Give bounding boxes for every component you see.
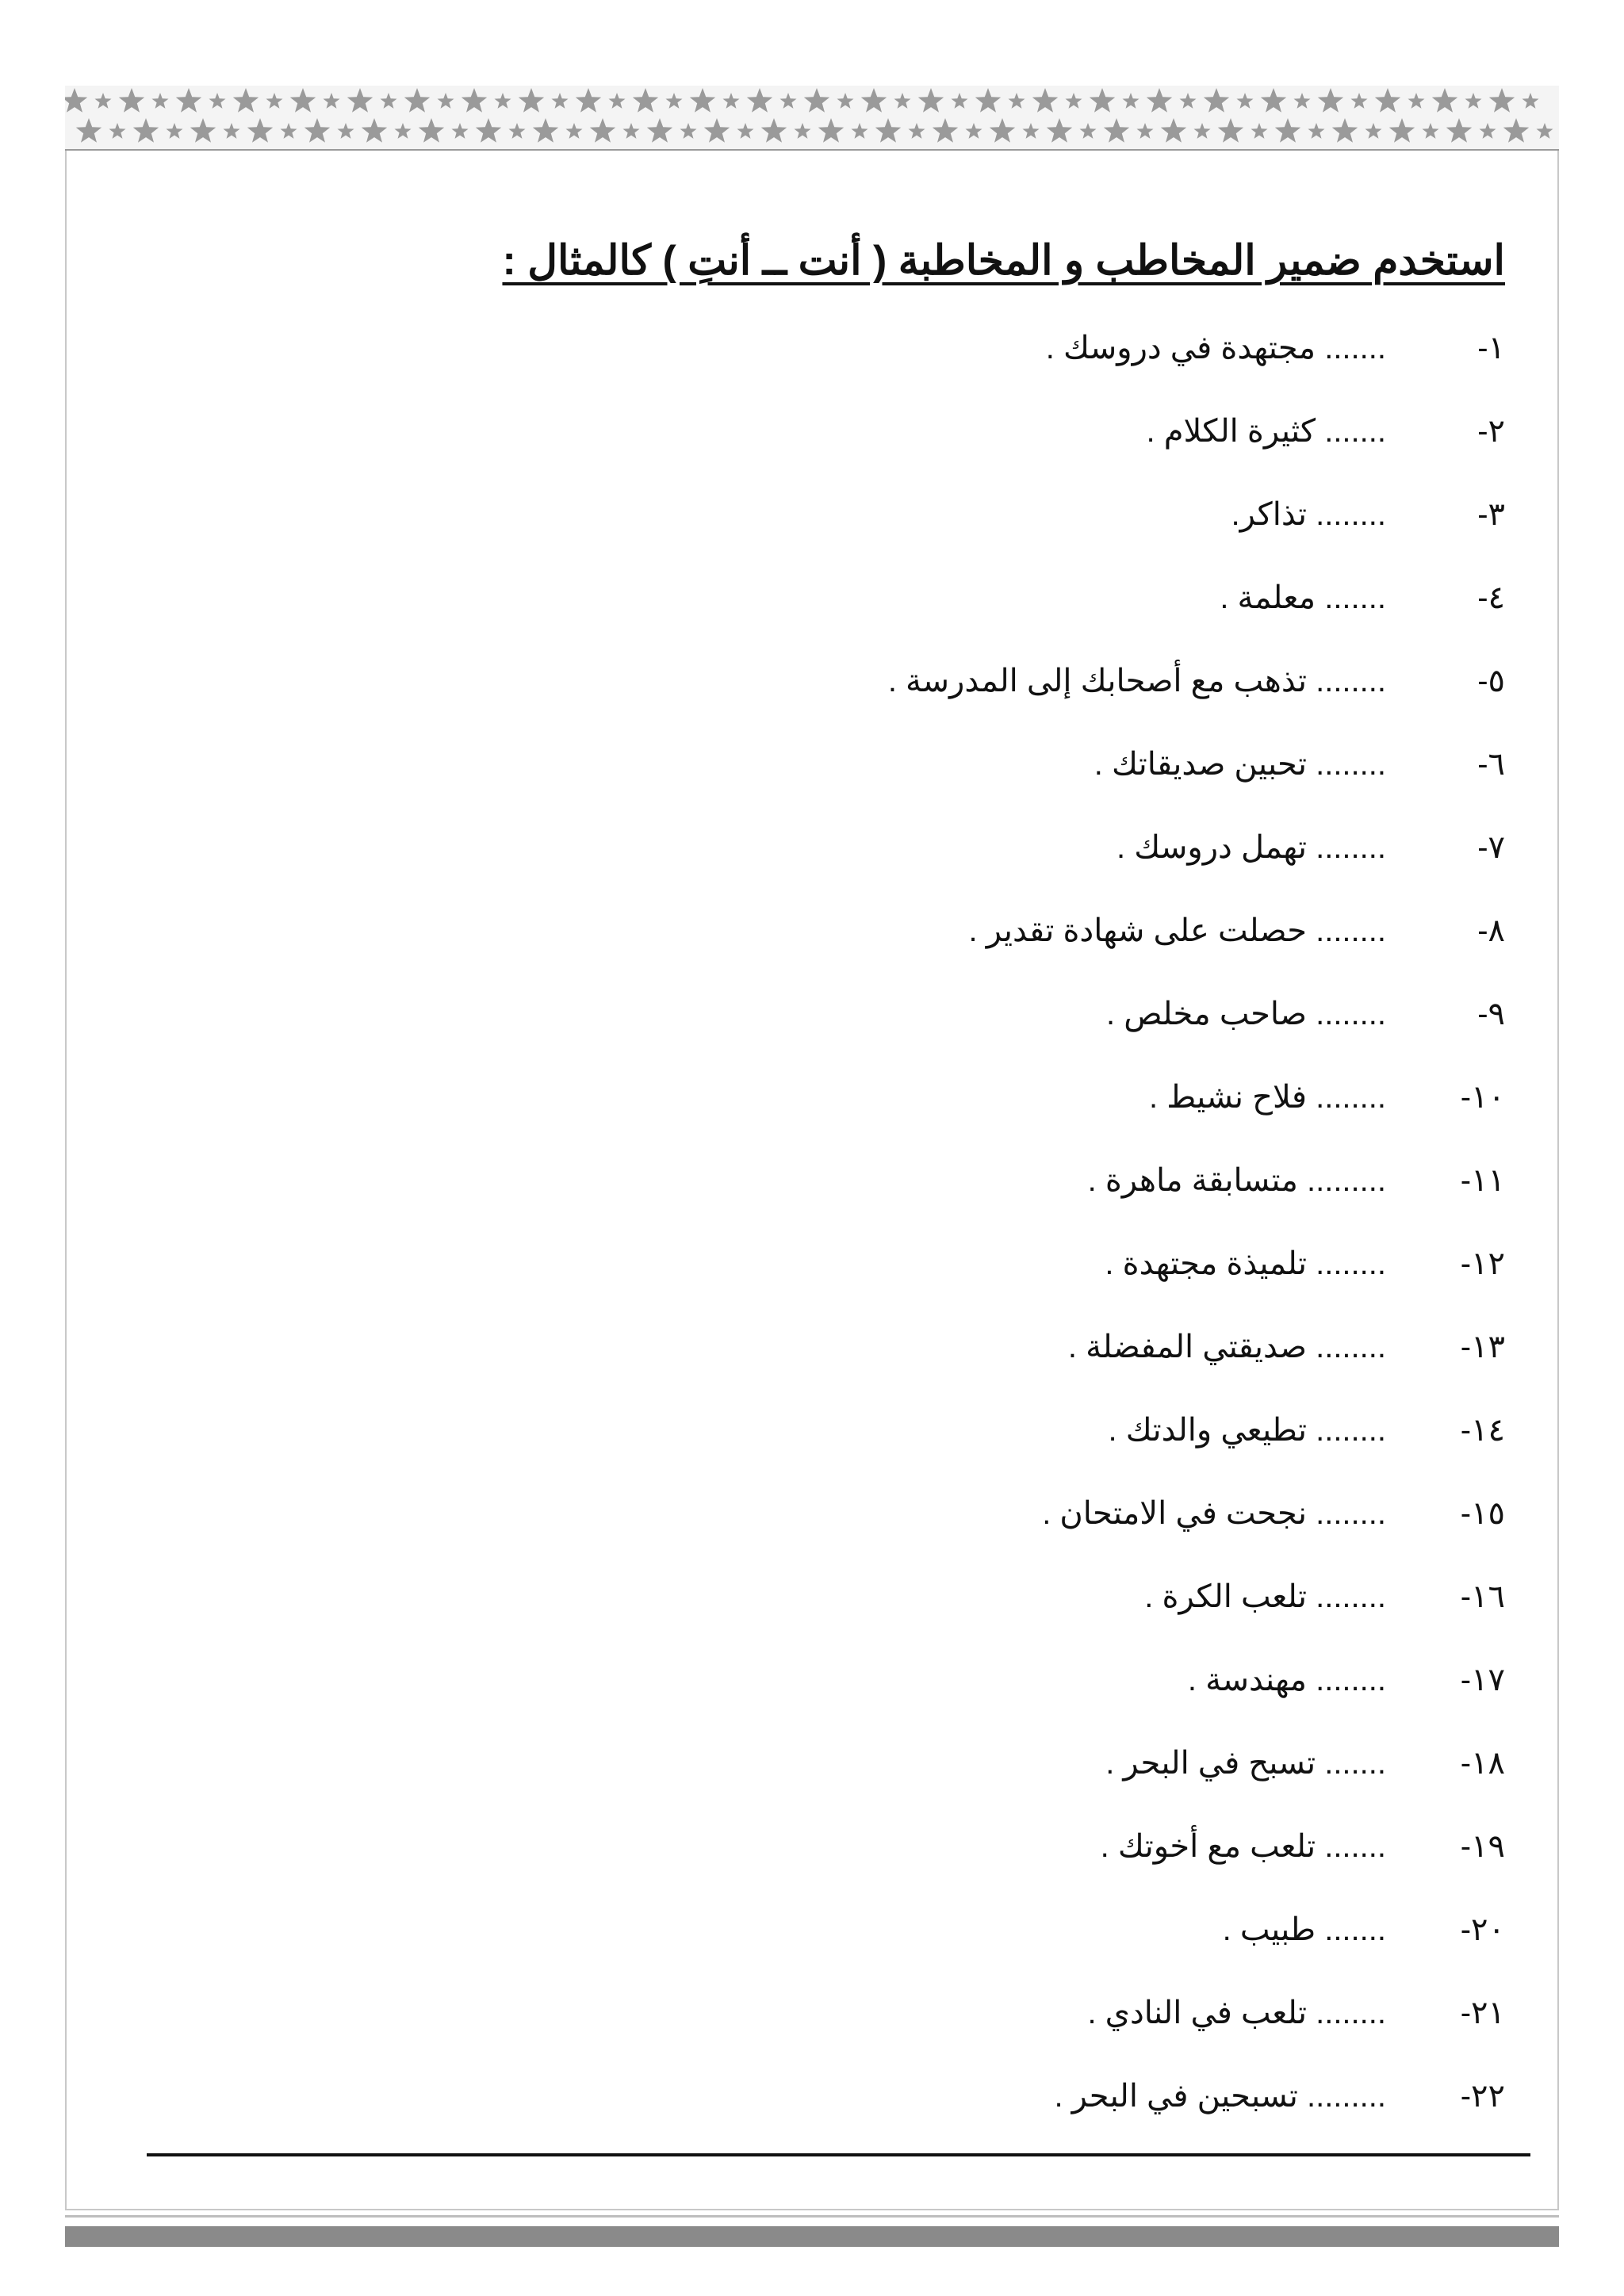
star-icon	[152, 93, 169, 109]
star-icon	[109, 123, 126, 139]
star-icon	[1294, 93, 1311, 109]
star-icon	[761, 118, 787, 143]
star-icon	[875, 118, 901, 143]
star-icon	[590, 118, 615, 143]
list-item	[157, 1222, 1505, 1305]
star-icon	[281, 123, 297, 139]
star-icon	[1480, 123, 1496, 139]
star-icon	[1537, 123, 1553, 139]
item-sentence: ....... مجتهدة في دروسك .	[1045, 330, 1386, 365]
star-icon	[747, 88, 772, 113]
star-icon	[918, 88, 944, 113]
star-icon	[1261, 88, 1286, 113]
item-sentence: ....... معلمة .	[1220, 580, 1386, 615]
item-sentence: ........ تهمل دروسك .	[1116, 829, 1386, 865]
star-icon	[723, 93, 740, 109]
list-item	[157, 972, 1505, 1055]
list-item	[157, 1638, 1505, 1721]
star-icon	[167, 123, 183, 139]
star-icon	[894, 93, 911, 109]
item-sentence: ........ فلاح نشيط .	[1148, 1079, 1386, 1115]
star-icon	[519, 88, 544, 113]
item-sentence: ........ نجحت في الامتحان .	[1042, 1495, 1386, 1531]
item-sentence: ........ تطيعي والدتك .	[1108, 1412, 1386, 1448]
star-border-icon	[65, 86, 1559, 149]
star-icon	[1251, 123, 1268, 139]
star-icon	[1047, 118, 1072, 143]
star-icon	[304, 118, 330, 143]
star-icon	[1104, 118, 1129, 143]
item-number: ٦-	[1477, 746, 1505, 782]
star-icon	[290, 88, 316, 113]
star-icon	[247, 118, 273, 143]
star-icon	[1194, 123, 1211, 139]
bottom-divider	[147, 2153, 1530, 2156]
star-icon	[438, 93, 454, 109]
item-number: ١-	[1477, 330, 1505, 365]
item-number: ٣-	[1477, 496, 1505, 532]
item-number: ١٢-	[1460, 1246, 1505, 1281]
list-item	[157, 556, 1505, 639]
list-item	[157, 1471, 1505, 1555]
item-number: ١٧-	[1460, 1662, 1505, 1697]
item-sentence: ......... متسابقة ماهرة .	[1087, 1162, 1386, 1198]
star-icon	[381, 93, 397, 109]
star-icon	[1180, 93, 1197, 109]
star-icon	[609, 93, 626, 109]
star-icon	[476, 118, 501, 143]
star-icon	[975, 88, 1001, 113]
list-item	[157, 306, 1505, 389]
item-sentence: ........ تلعب في النادي .	[1087, 1995, 1386, 2030]
item-number: ١٠-	[1460, 1079, 1505, 1115]
item-sentence: ........ تحبين صديقاتك .	[1094, 746, 1386, 782]
list-item	[157, 1305, 1505, 1388]
star-icon	[324, 93, 340, 109]
star-icon	[1137, 123, 1154, 139]
star-icon	[395, 123, 412, 139]
item-number: ٢٠-	[1460, 1911, 1505, 1947]
list-item	[157, 1555, 1505, 1638]
star-icon	[462, 88, 487, 113]
star-icon	[552, 93, 569, 109]
star-icon	[338, 123, 354, 139]
list-item	[157, 1138, 1505, 1222]
star-icon	[1023, 123, 1040, 139]
item-number: ١٦-	[1460, 1578, 1505, 1614]
star-icon	[576, 88, 601, 113]
item-number: ١٤-	[1460, 1412, 1505, 1448]
item-sentence: ....... تسبح في البحر .	[1105, 1745, 1386, 1781]
item-number: ٢٢-	[1460, 2078, 1505, 2114]
item-sentence: ........ صديقتي المفضلة .	[1067, 1329, 1386, 1364]
star-icon	[1446, 118, 1472, 143]
item-sentence: ........ حصلت على شهادة تقدير .	[968, 913, 1386, 948]
star-icon	[647, 118, 672, 143]
star-icon	[804, 88, 829, 113]
star-icon	[1066, 93, 1082, 109]
footer-bar	[65, 2226, 1559, 2247]
item-number: ٢١-	[1460, 1995, 1505, 2030]
star-icon	[1375, 88, 1400, 113]
star-icon	[509, 123, 526, 139]
star-icon	[533, 118, 558, 143]
star-icon	[1123, 93, 1139, 109]
star-icon	[1465, 93, 1482, 109]
item-sentence: ....... تلعب مع أخوتك .	[1100, 1828, 1386, 1864]
star-icon	[495, 93, 511, 109]
item-number: ٤-	[1477, 580, 1505, 615]
star-icon	[1204, 88, 1229, 113]
list-item	[157, 1721, 1505, 1804]
star-icon	[933, 118, 958, 143]
item-number: ٢-	[1477, 413, 1505, 449]
star-icon	[266, 93, 283, 109]
item-number: ١١-	[1460, 1162, 1505, 1198]
star-icon	[233, 88, 259, 113]
star-icon	[419, 118, 444, 143]
star-icon	[861, 88, 887, 113]
star-icon	[209, 93, 226, 109]
star-icon	[1522, 93, 1539, 109]
item-sentence: ........ مهندسة .	[1187, 1662, 1386, 1697]
star-icon	[795, 123, 811, 139]
list-item	[157, 889, 1505, 972]
item-number: ٥-	[1477, 663, 1505, 698]
star-icon	[362, 118, 387, 143]
star-icon	[190, 118, 216, 143]
item-sentence: ....... طبيب .	[1222, 1911, 1386, 1947]
star-icon	[1489, 88, 1515, 113]
star-icon	[633, 88, 658, 113]
star-icon	[76, 118, 102, 143]
star-icon	[1351, 93, 1368, 109]
star-icon	[1237, 93, 1254, 109]
item-sentence: ........ تذهب مع أصحابك إلى المدرسة .	[887, 663, 1386, 698]
item-number: ٧-	[1477, 829, 1505, 865]
star-icon	[1365, 123, 1382, 139]
item-sentence: ........ صاحب مخلص .	[1105, 996, 1386, 1031]
star-icon	[990, 118, 1015, 143]
star-icon	[1080, 123, 1097, 139]
star-icon	[1318, 88, 1343, 113]
star-icon	[1161, 118, 1186, 143]
list-item	[157, 1804, 1505, 1888]
star-icon	[176, 88, 201, 113]
list-item	[157, 1971, 1505, 2054]
star-icon	[837, 93, 854, 109]
star-icon	[65, 88, 87, 113]
star-icon	[347, 88, 373, 113]
star-icon	[737, 123, 754, 139]
star-icon	[623, 123, 640, 139]
star-icon	[1432, 88, 1457, 113]
star-icon	[224, 123, 240, 139]
item-sentence: ......... تسبحين في البحر .	[1054, 2078, 1386, 2114]
list-item	[157, 722, 1505, 806]
star-icon	[1423, 123, 1439, 139]
star-icon	[690, 88, 715, 113]
star-icon	[404, 88, 430, 113]
list-item	[157, 2054, 1505, 2137]
star-icon	[1090, 88, 1115, 113]
exercise-list	[157, 306, 1505, 2137]
star-icon	[780, 93, 797, 109]
star-icon	[966, 123, 982, 139]
item-sentence: ........ تلميذة مجتهدة .	[1105, 1246, 1386, 1281]
list-item	[157, 389, 1505, 473]
list-item	[157, 806, 1505, 889]
star-icon	[1308, 123, 1325, 139]
item-number: ١٨-	[1460, 1745, 1505, 1781]
list-item	[157, 473, 1505, 556]
star-icon	[1389, 118, 1415, 143]
footer-line	[65, 2215, 1559, 2218]
item-sentence: ....... كثيرة الكلام .	[1146, 413, 1386, 449]
list-item	[157, 1055, 1505, 1138]
star-icon	[704, 118, 730, 143]
star-icon	[1275, 118, 1300, 143]
star-icon	[1147, 88, 1172, 113]
list-item	[157, 639, 1505, 722]
item-number: ١٥-	[1460, 1495, 1505, 1531]
star-icon	[818, 118, 844, 143]
star-icon	[1032, 88, 1058, 113]
item-number: ٨-	[1477, 913, 1505, 948]
item-sentence: ........ تلعب الكرة .	[1144, 1578, 1386, 1614]
worksheet-content	[157, 230, 1505, 2137]
item-number: ١٩-	[1460, 1828, 1505, 1864]
item-number: ١٣-	[1460, 1329, 1505, 1364]
list-item	[157, 1388, 1505, 1471]
star-icon	[1503, 118, 1529, 143]
star-icon	[666, 93, 683, 109]
star-icon	[680, 123, 697, 139]
star-icon	[1218, 118, 1243, 143]
star-icon	[95, 93, 112, 109]
item-sentence: ........ تذاكر.	[1231, 496, 1386, 532]
list-item	[157, 1888, 1505, 1971]
star-icon	[1332, 118, 1358, 143]
star-icon	[952, 93, 968, 109]
star-icon	[852, 123, 868, 139]
star-icon	[119, 88, 144, 113]
star-icon	[1009, 93, 1025, 109]
item-number: ٩-	[1477, 996, 1505, 1031]
star-icon	[566, 123, 583, 139]
star-border-decoration	[65, 86, 1559, 151]
star-icon	[452, 123, 469, 139]
page-title: استخدم ضمير المخاطب و المخاطبة ( أنت ــ أنتِ ) كالمثال :	[502, 238, 1505, 284]
star-icon	[909, 123, 925, 139]
star-icon	[1408, 93, 1425, 109]
star-icon	[133, 118, 159, 143]
